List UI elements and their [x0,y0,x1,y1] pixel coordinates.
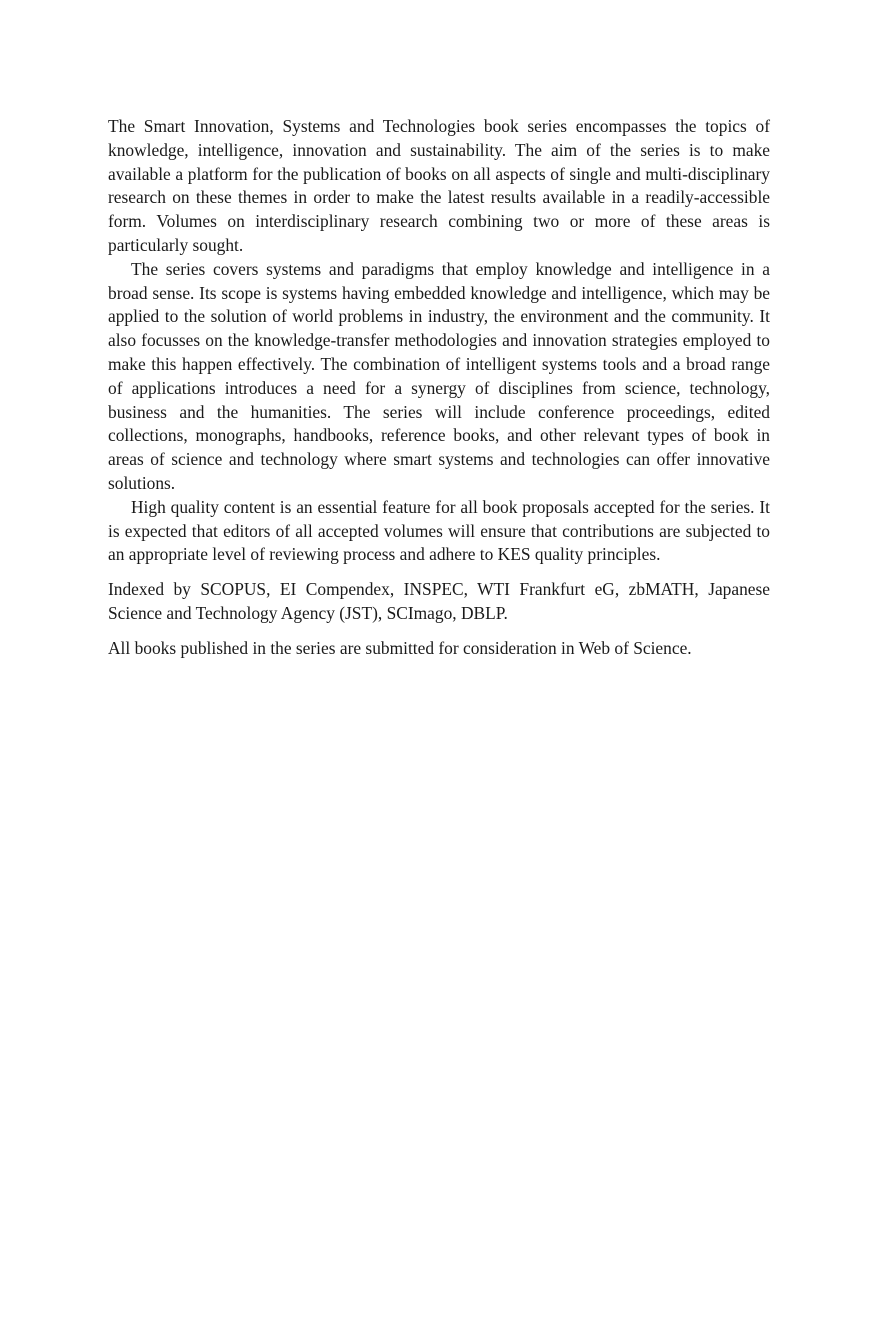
paragraph-series-intro: The Smart Innovation, Systems and Technologies book series encompasses the topics of knowledge, intelligence, innovation and sustainability. The aim of the series is to make available a platform for the publication of books on all aspects of single and multi-disciplinary research on these themes in order to make the latest results available in a readily-accessible form. Volumes on interdisciplinary research combining two or more of these areas is particularly sought. [108,116,770,255]
series-description [108,115,770,661]
paragraph-indexed-by: Indexed by SCOPUS, EI Compendex, INSPEC, WTI Frankfurt eG, zbMATH, Japanese Science and Technology Agency (JST), SCImago, DBLP. [108,579,770,623]
paragraph-series-scope: The series covers systems and paradigms that employ knowledge and intelligence in a broad sense. Its scope is systems having embedded knowledge and intelligence, which may be applied to the solution of world problems in industry, the environment and the community. It also focusses on the knowledge-transfer methodologies and innovation strategies employed to make this happen effectively. The combination of intelligent systems tools and a broad range of applications introduces a need for a synergy of disciplines from science, technology, business and the humanities. The series will include conference proceedings, edited collections, monographs, handbooks, reference books, and other relevant types of book in areas of science and technology where smart systems and technologies can offer innovative solutions. [108,258,770,493]
paragraph-quality: High quality content is an essential feature for all book proposals accepted for the series. It is expected that editors of all accepted volumes will ensure that contributions are subjected to an appropriate level of reviewing process and adhere to KES quality principles. [108,496,770,565]
paragraph-web-of-science: All books published in the series are submitted for consideration in Web of Science. [108,637,692,658]
